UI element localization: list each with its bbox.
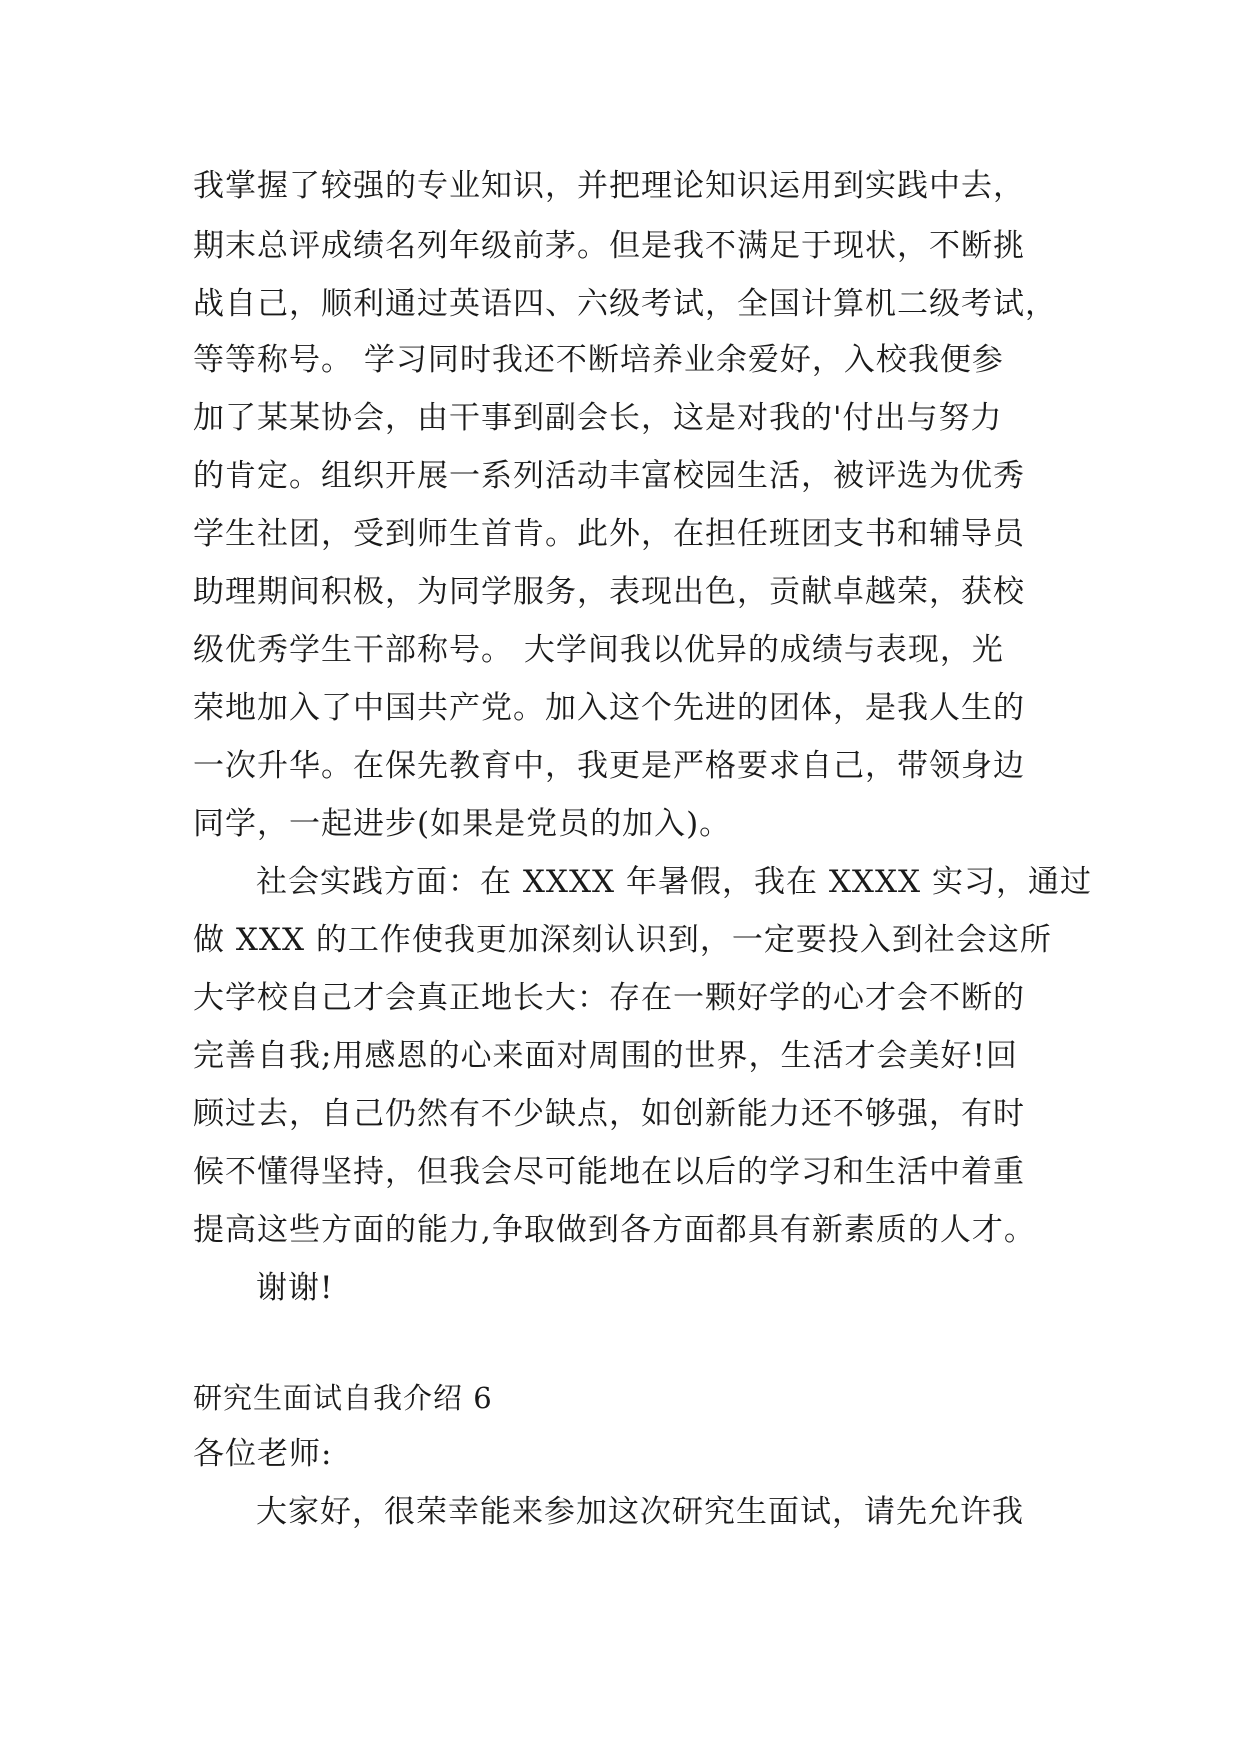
text-line: 做 XXX 的工作使我更加深刻认识到，一定要投入到社会这所 bbox=[193, 922, 1052, 958]
text-line: 提高这些方面的能力,争取做到各方面都具有新素质的人才。 bbox=[193, 1212, 1036, 1248]
paragraph-first-line: 社会实践方面：在 XXXX 年暑假，我在 XXXX 实习，通过 bbox=[256, 864, 1092, 900]
text-line: 大学校自己才会真正地长大：存在一颗好学的心才会不断的 bbox=[193, 980, 1025, 1016]
text-line: 顾过去，自己仍然有不少缺点，如创新能力还不够强，有时 bbox=[193, 1096, 1025, 1132]
text-line: 我掌握了较强的专业知识，并把理论知识运用到实践中去， bbox=[193, 168, 1025, 204]
text-line: 助理期间积极，为同学服务，表现出色，贡献卓越荣，获校 bbox=[193, 574, 1025, 610]
text-line: 等等称号。 学习同时我还不断培养业余爱好，入校我便参 bbox=[193, 342, 1004, 378]
text-line: 的肯定。组织开展一系列活动丰富校园生活，被评选为优秀 bbox=[193, 458, 1025, 494]
text-line: 一次升华。在保先教育中，我更是严格要求自己，带领身边 bbox=[193, 748, 1025, 784]
text-line: 学生社团，受到师生首肯。此外，在担任班团支书和辅导员 bbox=[193, 516, 1025, 552]
text-line: 战自己，顺利通过英语四、六级考试，全国计算机二级考试， bbox=[193, 286, 1057, 322]
text-line: 加了某某协会，由干事到副会长，这是对我的'付出与努力 bbox=[193, 400, 1003, 436]
greeting: 各位老师: bbox=[193, 1436, 333, 1472]
text-line: 期末总评成绩名列年级前茅。但是我不满足于现状，不断挑 bbox=[193, 228, 1025, 264]
text-line: 候不懂得坚持，但我会尽可能地在以后的学习和生活中着重 bbox=[193, 1154, 1025, 1190]
section-title: 研究生面试自我介绍 6 bbox=[193, 1381, 493, 1415]
opening-line: 大家好，很荣幸能来参加这次研究生面试，请先允许我 bbox=[256, 1494, 1024, 1530]
text-line: 级优秀学生干部称号。 大学间我以优异的成绩与表现，光 bbox=[193, 632, 1004, 668]
closing-thanks: 谢谢! bbox=[256, 1270, 334, 1306]
text-line: 荣地加入了中国共产党。加入这个先进的团体，是我人生的 bbox=[193, 690, 1025, 726]
text-line: 完善自我;用感恩的心来面对周围的世界，生活才会美好!回 bbox=[193, 1038, 1018, 1074]
text-line: 同学，一起进步(如果是党员的加入)。 bbox=[193, 806, 732, 842]
